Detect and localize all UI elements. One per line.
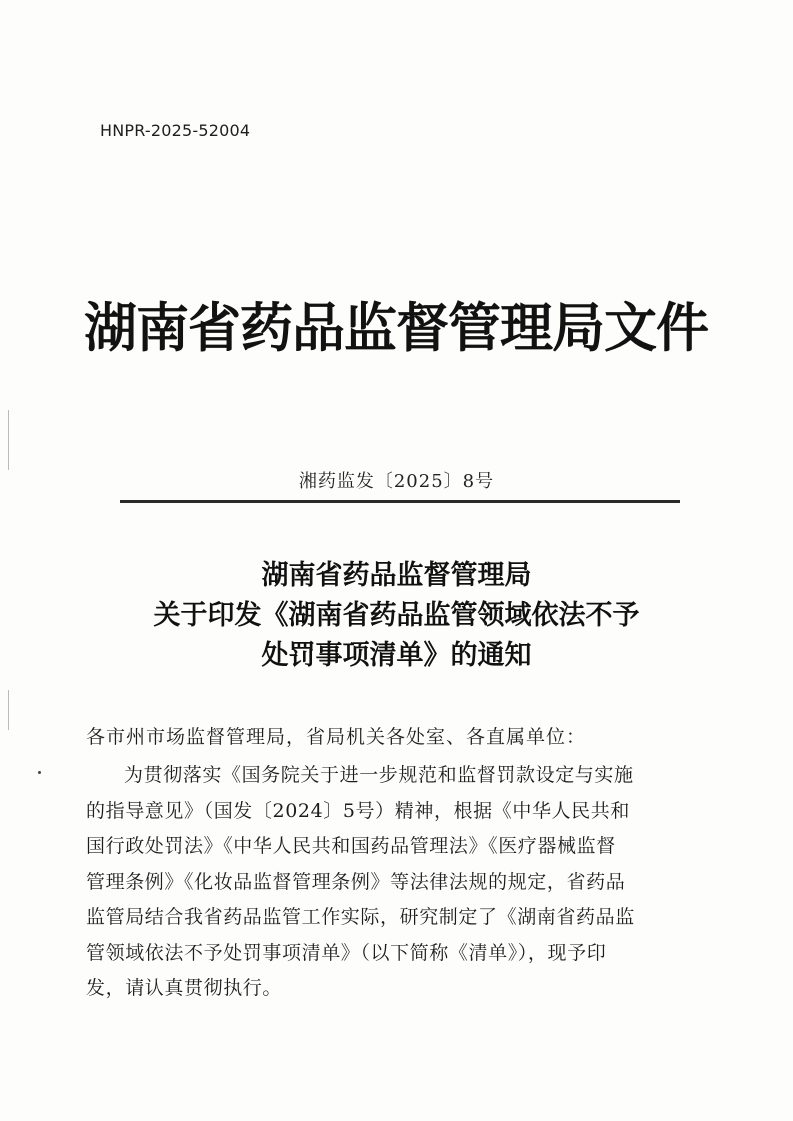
paragraph-line: 管理条例》《化妆品监督管理条例》等法律法规的规定，省药品 [86,870,626,893]
title-line: 处罚事项清单》的通知 [261,640,532,671]
title-line: 关于印发《湖南省药品监管领域依法不予 [153,600,640,631]
paragraph-line: 的指导意见》（国发〔2024〕5号）精神，根据《中华人民共和 [86,799,630,822]
issuer-letterhead: 湖南省药品监督管理局文件 [84,298,708,359]
paragraph-line: 国行政处罚法》《中华人民共和国药品管理法》《医疗器械监督 [86,835,616,857]
salutation: 各市州市场监督管理局，省局机关各处室、各直属单位： [86,726,587,748]
paragraph-line: 为贯彻落实《国务院关于进一步规范和监督罚款设定与实施 [124,764,634,786]
scan-edge-mark [8,690,9,730]
body-paragraph [86,758,696,1007]
document-number: 湘药监发〔2025〕8号 [298,471,495,492]
paragraph-line: 监管局结合我省药品监管工作实际，研究制定了《湖南省药品监 [86,906,635,928]
document-code: HNPR-2025-52004 [100,121,251,140]
title-line: 湖南省药品监督管理局 [261,560,532,591]
scan-speck [38,771,41,774]
paragraph-line: 发，请认真贯彻执行。 [86,977,283,999]
paragraph-line: 管领域依法不予处罚事项清单》（以下简称《清单》），现予印 [86,941,607,964]
scan-edge-mark [8,410,9,470]
letterhead-divider [120,500,680,503]
notice-title [0,556,793,676]
